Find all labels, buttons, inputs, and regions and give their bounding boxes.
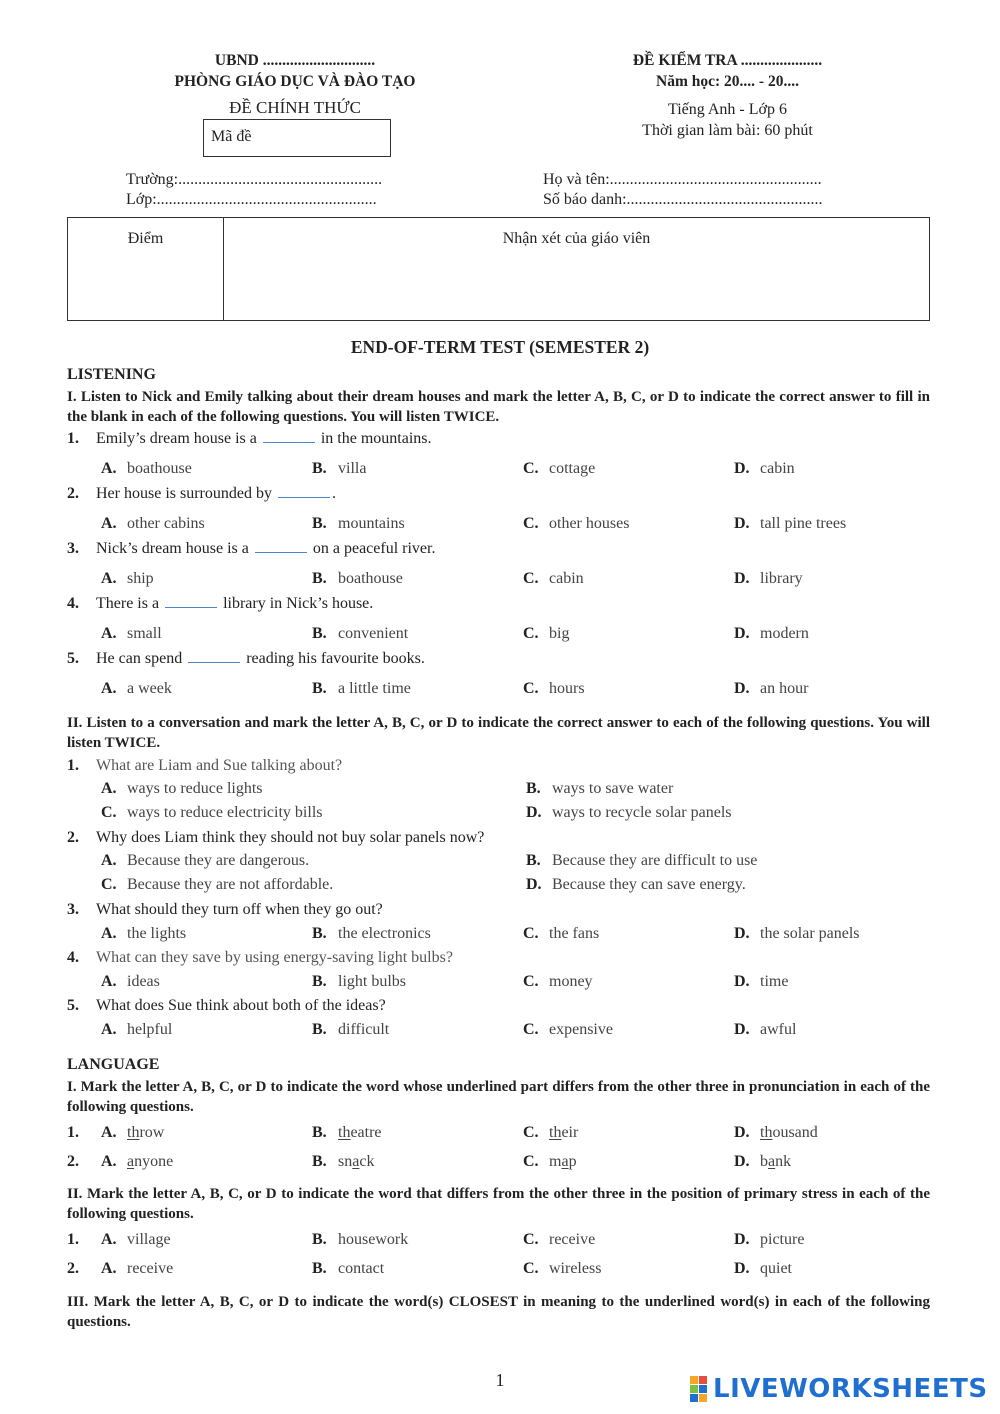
option-letter: B. bbox=[312, 1260, 327, 1277]
option-text: a little time bbox=[338, 680, 411, 697]
option-text: big bbox=[549, 625, 570, 642]
option-letter: C. bbox=[523, 680, 539, 697]
option-letter: B. bbox=[312, 515, 327, 532]
answer-option[interactable] bbox=[101, 804, 322, 822]
word-suffix: ousand bbox=[772, 1124, 818, 1141]
option-letter: C. bbox=[523, 1231, 539, 1248]
authority-header bbox=[150, 50, 440, 92]
answer-option[interactable] bbox=[101, 973, 160, 991]
listening-part1-instruction: I. Listen to Nick and Emily talking about their dream houses and mark the letter A, B, C, or D to indicate the correct answer to fill in the blank in each of the following questions. You will listen TWICE. bbox=[67, 389, 930, 425]
answer-option[interactable] bbox=[312, 460, 366, 478]
option-text: the electronics bbox=[338, 925, 431, 942]
answer-option[interactable] bbox=[526, 780, 673, 798]
exam-code-box bbox=[203, 119, 391, 157]
listening-part2-instruction: II. Listen to a conversation and mark the letter A, B, C, or D to indicate the correct answer to each of the following questions. You will listen TWICE. bbox=[67, 715, 930, 751]
word-prefix: sn bbox=[338, 1153, 353, 1170]
option-text: convenient bbox=[338, 625, 409, 642]
ubnd-line: UBND ............................. bbox=[214, 52, 376, 69]
answer-option[interactable] bbox=[734, 973, 788, 991]
liveworksheets-logo-icon bbox=[690, 1376, 707, 1402]
option-text: hours bbox=[549, 680, 585, 697]
answer-option[interactable] bbox=[523, 1021, 613, 1039]
option-text: time bbox=[760, 973, 789, 990]
word-suffix: nyone bbox=[134, 1153, 174, 1170]
question-number: 1. bbox=[67, 757, 79, 774]
option-letter: B. bbox=[312, 973, 327, 990]
option-word bbox=[127, 1124, 164, 1141]
question-text-before: He can spend bbox=[96, 650, 183, 667]
option-letter: D. bbox=[734, 1021, 750, 1038]
option-text: cottage bbox=[549, 460, 596, 477]
option-text: village bbox=[127, 1231, 171, 1248]
answer-option[interactable] bbox=[101, 1260, 173, 1278]
answer-option[interactable] bbox=[526, 852, 757, 870]
answer-option[interactable] bbox=[101, 570, 154, 588]
option-letter: A. bbox=[101, 570, 117, 587]
answer-option[interactable] bbox=[523, 1153, 577, 1171]
question-number: 4. bbox=[67, 949, 79, 966]
answer-option[interactable] bbox=[523, 460, 595, 478]
word-prefix: m bbox=[549, 1153, 562, 1170]
answer-option[interactable] bbox=[312, 1124, 382, 1142]
question-text-before: Nick’s dream house is a bbox=[96, 540, 249, 557]
question-number: 5. bbox=[67, 650, 79, 667]
option-text: receive bbox=[549, 1231, 596, 1248]
option-letter: C. bbox=[523, 515, 539, 532]
answer-option[interactable] bbox=[101, 852, 309, 870]
word-suffix: p bbox=[568, 1153, 577, 1170]
option-text: awful bbox=[760, 1021, 797, 1038]
school-year-line: Năm học: 20.... - 20.... bbox=[656, 73, 799, 90]
option-text: receive bbox=[127, 1260, 174, 1277]
option-letter: D. bbox=[734, 1231, 750, 1248]
answer-option[interactable] bbox=[312, 973, 406, 991]
page-number: 1 bbox=[495, 1370, 505, 1390]
underlined-part: a bbox=[352, 1153, 360, 1170]
answer-option[interactable] bbox=[734, 1231, 804, 1249]
option-letter: B. bbox=[312, 460, 327, 477]
option-letter: C. bbox=[523, 1021, 539, 1038]
answer-option[interactable] bbox=[523, 1124, 578, 1142]
question-number: 2. bbox=[67, 1153, 79, 1170]
question-text bbox=[96, 595, 373, 613]
liveworksheets-logo-text: LIVEWORKSHEETS bbox=[713, 1374, 988, 1404]
answer-option[interactable] bbox=[101, 680, 172, 698]
option-letter: D. bbox=[734, 570, 750, 587]
answer-option[interactable] bbox=[312, 1231, 408, 1249]
exam-subject bbox=[575, 99, 880, 141]
option-text: housework bbox=[338, 1231, 409, 1248]
option-text: ways to reduce electricity bills bbox=[127, 804, 323, 821]
option-text: other houses bbox=[549, 515, 630, 532]
option-text: boathouse bbox=[338, 570, 403, 587]
exam-header bbox=[575, 50, 880, 92]
underlined-part: th bbox=[338, 1124, 351, 1141]
option-text: picture bbox=[760, 1231, 805, 1248]
answer-option[interactable] bbox=[734, 680, 808, 698]
question-number: 1. bbox=[67, 1124, 79, 1141]
option-text: the solar panels bbox=[760, 925, 860, 942]
question-number: 2. bbox=[67, 1260, 79, 1277]
option-letter: D. bbox=[734, 460, 750, 477]
option-letter: B. bbox=[312, 925, 327, 942]
option-text: ways to save water bbox=[552, 780, 674, 797]
school-field: Trường:................................................... bbox=[126, 171, 383, 188]
underlined-part: th bbox=[760, 1124, 773, 1141]
teacher-comment-label: Nhận xét của giáo viên bbox=[502, 230, 651, 247]
question-text: What should they turn off when they go out? bbox=[96, 901, 383, 918]
option-letter: A. bbox=[101, 1124, 117, 1141]
answer-option[interactable] bbox=[101, 460, 192, 478]
word-suffix: nk bbox=[775, 1153, 792, 1170]
question-number: 1. bbox=[67, 1231, 79, 1248]
answer-option[interactable] bbox=[312, 1153, 374, 1171]
question-text-before: Her house is surrounded by bbox=[96, 485, 272, 502]
duration-line: Thời gian làm bài: 60 phút bbox=[642, 122, 813, 139]
question-text-after: in the mountains. bbox=[320, 430, 432, 447]
question-number: 1. bbox=[67, 430, 79, 447]
underlined-part: a bbox=[561, 1153, 569, 1170]
option-text: the fans bbox=[549, 925, 600, 942]
question-number: 5. bbox=[67, 997, 79, 1014]
option-letter: B. bbox=[312, 1124, 327, 1141]
listening-heading: LISTENING bbox=[67, 366, 156, 383]
option-word bbox=[760, 1153, 791, 1170]
option-letter: A. bbox=[101, 925, 117, 942]
option-word bbox=[760, 1124, 818, 1141]
answer-option[interactable] bbox=[734, 625, 809, 643]
question-number: 3. bbox=[67, 540, 79, 557]
department-line: PHÒNG GIÁO DỤC VÀ ĐÀO TẠO bbox=[174, 73, 416, 90]
language-part1-instruction: I. Mark the letter A, B, C, or D to indicate the word whose underlined part differs from the other three in pronunciation in each of the following questions. bbox=[67, 1079, 930, 1115]
question-text: What does Sue think about both of the ideas? bbox=[96, 997, 386, 1014]
word-suffix: row bbox=[139, 1124, 165, 1141]
question-text-after: . bbox=[331, 485, 336, 502]
option-text: other cabins bbox=[127, 515, 205, 532]
option-letter: A. bbox=[101, 1153, 117, 1170]
option-letter: D. bbox=[734, 515, 750, 532]
option-letter: D. bbox=[734, 925, 750, 942]
question-text: What are Liam and Sue talking about? bbox=[96, 757, 343, 774]
option-text: a week bbox=[127, 680, 172, 697]
option-text: tall pine trees bbox=[760, 515, 847, 532]
option-letter: C. bbox=[523, 570, 539, 587]
answer-option[interactable] bbox=[523, 973, 593, 991]
candidate-number-field: Số báo danh:................................................. bbox=[543, 191, 823, 208]
option-letter: B. bbox=[526, 852, 541, 869]
option-letter: B. bbox=[312, 1021, 327, 1038]
option-letter: D. bbox=[734, 680, 750, 697]
option-letter: A. bbox=[101, 515, 117, 532]
answer-option[interactable] bbox=[312, 925, 431, 943]
option-letter: A. bbox=[101, 973, 117, 990]
option-text: wireless bbox=[549, 1260, 602, 1277]
option-text: Because they are difficult to use bbox=[552, 852, 758, 869]
option-text: ways to reduce lights bbox=[127, 780, 263, 797]
subject-line: Tiếng Anh - Lớp 6 bbox=[668, 101, 787, 118]
question-text bbox=[96, 430, 432, 448]
option-text: Because they can save energy. bbox=[552, 876, 746, 893]
answer-option[interactable] bbox=[734, 1260, 792, 1278]
answer-option[interactable] bbox=[312, 680, 411, 698]
answer-option[interactable] bbox=[312, 570, 403, 588]
question-text-before: Emily’s dream house is a bbox=[96, 430, 257, 447]
answer-option[interactable] bbox=[101, 925, 186, 943]
word-prefix: b bbox=[760, 1153, 768, 1170]
option-letter: A. bbox=[101, 1260, 117, 1277]
option-letter: A. bbox=[101, 780, 117, 797]
answer-option[interactable] bbox=[101, 1231, 171, 1249]
question-text-before: There is a bbox=[96, 595, 160, 612]
option-word bbox=[338, 1153, 374, 1170]
option-word bbox=[338, 1124, 382, 1141]
answer-option[interactable] bbox=[734, 570, 803, 588]
option-letter: D. bbox=[734, 625, 750, 642]
answer-option[interactable] bbox=[312, 1260, 384, 1278]
option-text: light bulbs bbox=[338, 973, 407, 990]
question-text-after: library in Nick’s house. bbox=[223, 595, 374, 612]
option-text: helpful bbox=[127, 1021, 173, 1038]
option-letter: A. bbox=[101, 460, 117, 477]
option-text: modern bbox=[760, 625, 809, 642]
option-letter: B. bbox=[312, 625, 327, 642]
exam-code-label: Mã đề bbox=[211, 128, 252, 145]
answer-option[interactable] bbox=[734, 1124, 818, 1142]
option-text: money bbox=[549, 973, 593, 990]
option-text: Because they are not affordable. bbox=[127, 876, 334, 893]
option-letter: C. bbox=[523, 460, 539, 477]
option-text: the lights bbox=[127, 925, 187, 942]
option-text: an hour bbox=[760, 680, 809, 697]
option-letter: A. bbox=[101, 852, 117, 869]
score-table bbox=[67, 217, 930, 321]
answer-option[interactable] bbox=[101, 1124, 164, 1142]
option-letter: B. bbox=[312, 570, 327, 587]
underlined-part: a bbox=[768, 1153, 776, 1170]
question-text bbox=[96, 540, 435, 558]
option-text: mountains bbox=[338, 515, 405, 532]
answer-option[interactable] bbox=[101, 876, 333, 894]
answer-option[interactable] bbox=[526, 804, 731, 822]
answer-option[interactable] bbox=[734, 1021, 796, 1039]
question-number: 2. bbox=[67, 485, 79, 502]
answer-option[interactable] bbox=[101, 1021, 172, 1039]
option-text: quiet bbox=[760, 1260, 792, 1277]
option-letter: D. bbox=[734, 1260, 750, 1277]
answer-option[interactable] bbox=[734, 460, 795, 478]
answer-blank[interactable] bbox=[188, 651, 240, 663]
answer-blank[interactable] bbox=[278, 486, 330, 498]
underlined-part: th bbox=[127, 1124, 140, 1141]
question-number: 4. bbox=[67, 595, 79, 612]
option-text: boathouse bbox=[127, 460, 192, 477]
question-text-after: reading his favourite books. bbox=[246, 650, 425, 667]
option-word bbox=[549, 1153, 577, 1170]
option-letter: A. bbox=[101, 680, 117, 697]
option-letter: C. bbox=[523, 1124, 539, 1141]
answer-option[interactable] bbox=[523, 1260, 601, 1278]
answer-option[interactable] bbox=[523, 515, 629, 533]
option-letter: C. bbox=[523, 625, 539, 642]
option-letter: C. bbox=[523, 1260, 539, 1277]
underlined-part: a bbox=[127, 1153, 135, 1170]
option-text: Because they are dangerous. bbox=[127, 852, 310, 869]
liveworksheets-logo bbox=[690, 1374, 988, 1404]
option-letter: B. bbox=[526, 780, 541, 797]
word-suffix: eir bbox=[561, 1124, 579, 1141]
answer-option[interactable] bbox=[101, 515, 205, 533]
answer-option[interactable] bbox=[734, 1153, 791, 1171]
exam-title-line: ĐỀ KIỂM TRA ..................... bbox=[632, 52, 823, 69]
question-number: 2. bbox=[67, 829, 79, 846]
question-text bbox=[96, 650, 425, 668]
option-letter: C. bbox=[523, 973, 539, 990]
score-label: Điểm bbox=[127, 230, 164, 247]
option-letter: A. bbox=[101, 625, 117, 642]
answer-option[interactable] bbox=[312, 625, 408, 643]
question-number: 3. bbox=[67, 901, 79, 918]
answer-option[interactable] bbox=[523, 925, 599, 943]
option-text: difficult bbox=[338, 1021, 390, 1038]
answer-blank[interactable] bbox=[255, 541, 307, 553]
option-text: library bbox=[760, 570, 803, 587]
answer-option[interactable] bbox=[523, 1231, 595, 1249]
option-letter: D. bbox=[526, 804, 542, 821]
language-part2-instruction: II. Mark the letter A, B, C, or D to indicate the word that differs from the other three in the position of primary stress in each of the following questions. bbox=[67, 1186, 930, 1222]
answer-option[interactable] bbox=[523, 625, 569, 643]
option-letter: A. bbox=[101, 1021, 117, 1038]
option-letter: B. bbox=[312, 680, 327, 697]
word-suffix: eatre bbox=[350, 1124, 382, 1141]
answer-blank[interactable] bbox=[263, 431, 315, 443]
option-letter: A. bbox=[101, 1231, 117, 1248]
option-word bbox=[127, 1153, 173, 1170]
answer-option[interactable] bbox=[101, 625, 162, 643]
option-text: expensive bbox=[549, 1021, 613, 1038]
option-letter: D. bbox=[734, 973, 750, 990]
option-letter: B. bbox=[312, 1153, 327, 1170]
question-text: Why does Liam think they should not buy solar panels now? bbox=[96, 829, 485, 846]
option-letter: C. bbox=[101, 876, 117, 893]
language-part3-instruction: III. Mark the letter A, B, C, or D to indicate the word(s) CLOSEST in meaning to the underlined word(s) in each of the following questions. bbox=[67, 1294, 930, 1330]
option-text: ideas bbox=[127, 973, 160, 990]
answer-option[interactable] bbox=[523, 570, 584, 588]
option-letter: C. bbox=[101, 804, 117, 821]
option-text: ways to recycle solar panels bbox=[552, 804, 732, 821]
question-text: What can they save by using energy-saving light bulbs? bbox=[96, 949, 453, 966]
answer-option[interactable] bbox=[734, 515, 846, 533]
option-text: contact bbox=[338, 1260, 385, 1277]
option-letter: D. bbox=[526, 876, 542, 893]
option-text: cabin bbox=[549, 570, 584, 587]
question-text bbox=[96, 485, 336, 503]
answer-option[interactable] bbox=[523, 680, 585, 698]
option-text: ship bbox=[127, 570, 154, 587]
option-letter: B. bbox=[312, 1231, 327, 1248]
word-suffix: ck bbox=[359, 1153, 375, 1170]
option-letter: C. bbox=[523, 1153, 539, 1170]
language-heading: LANGUAGE bbox=[67, 1056, 160, 1073]
option-letter: C. bbox=[523, 925, 539, 942]
option-text: small bbox=[127, 625, 162, 642]
option-letter: D. bbox=[734, 1124, 750, 1141]
test-title: END-OF-TERM TEST (SEMESTER 2) bbox=[350, 337, 650, 357]
answer-blank[interactable] bbox=[165, 596, 217, 608]
answer-option[interactable] bbox=[312, 515, 405, 533]
answer-option[interactable] bbox=[526, 876, 746, 894]
option-text: cabin bbox=[760, 460, 795, 477]
option-text: villa bbox=[338, 460, 367, 477]
option-word bbox=[549, 1124, 578, 1141]
name-field: Họ và tên:..................................................... bbox=[543, 171, 822, 188]
answer-option[interactable] bbox=[734, 925, 860, 943]
underlined-part: th bbox=[549, 1124, 562, 1141]
answer-option[interactable] bbox=[101, 1153, 173, 1171]
official-label: ĐỀ CHÍNH THỨC bbox=[229, 98, 361, 117]
answer-option[interactable] bbox=[101, 780, 263, 798]
answer-option[interactable] bbox=[312, 1021, 389, 1039]
question-text-after: on a peaceful river. bbox=[312, 540, 436, 557]
option-letter: D. bbox=[734, 1153, 750, 1170]
class-field: Lớp:....................................................... bbox=[126, 191, 377, 208]
